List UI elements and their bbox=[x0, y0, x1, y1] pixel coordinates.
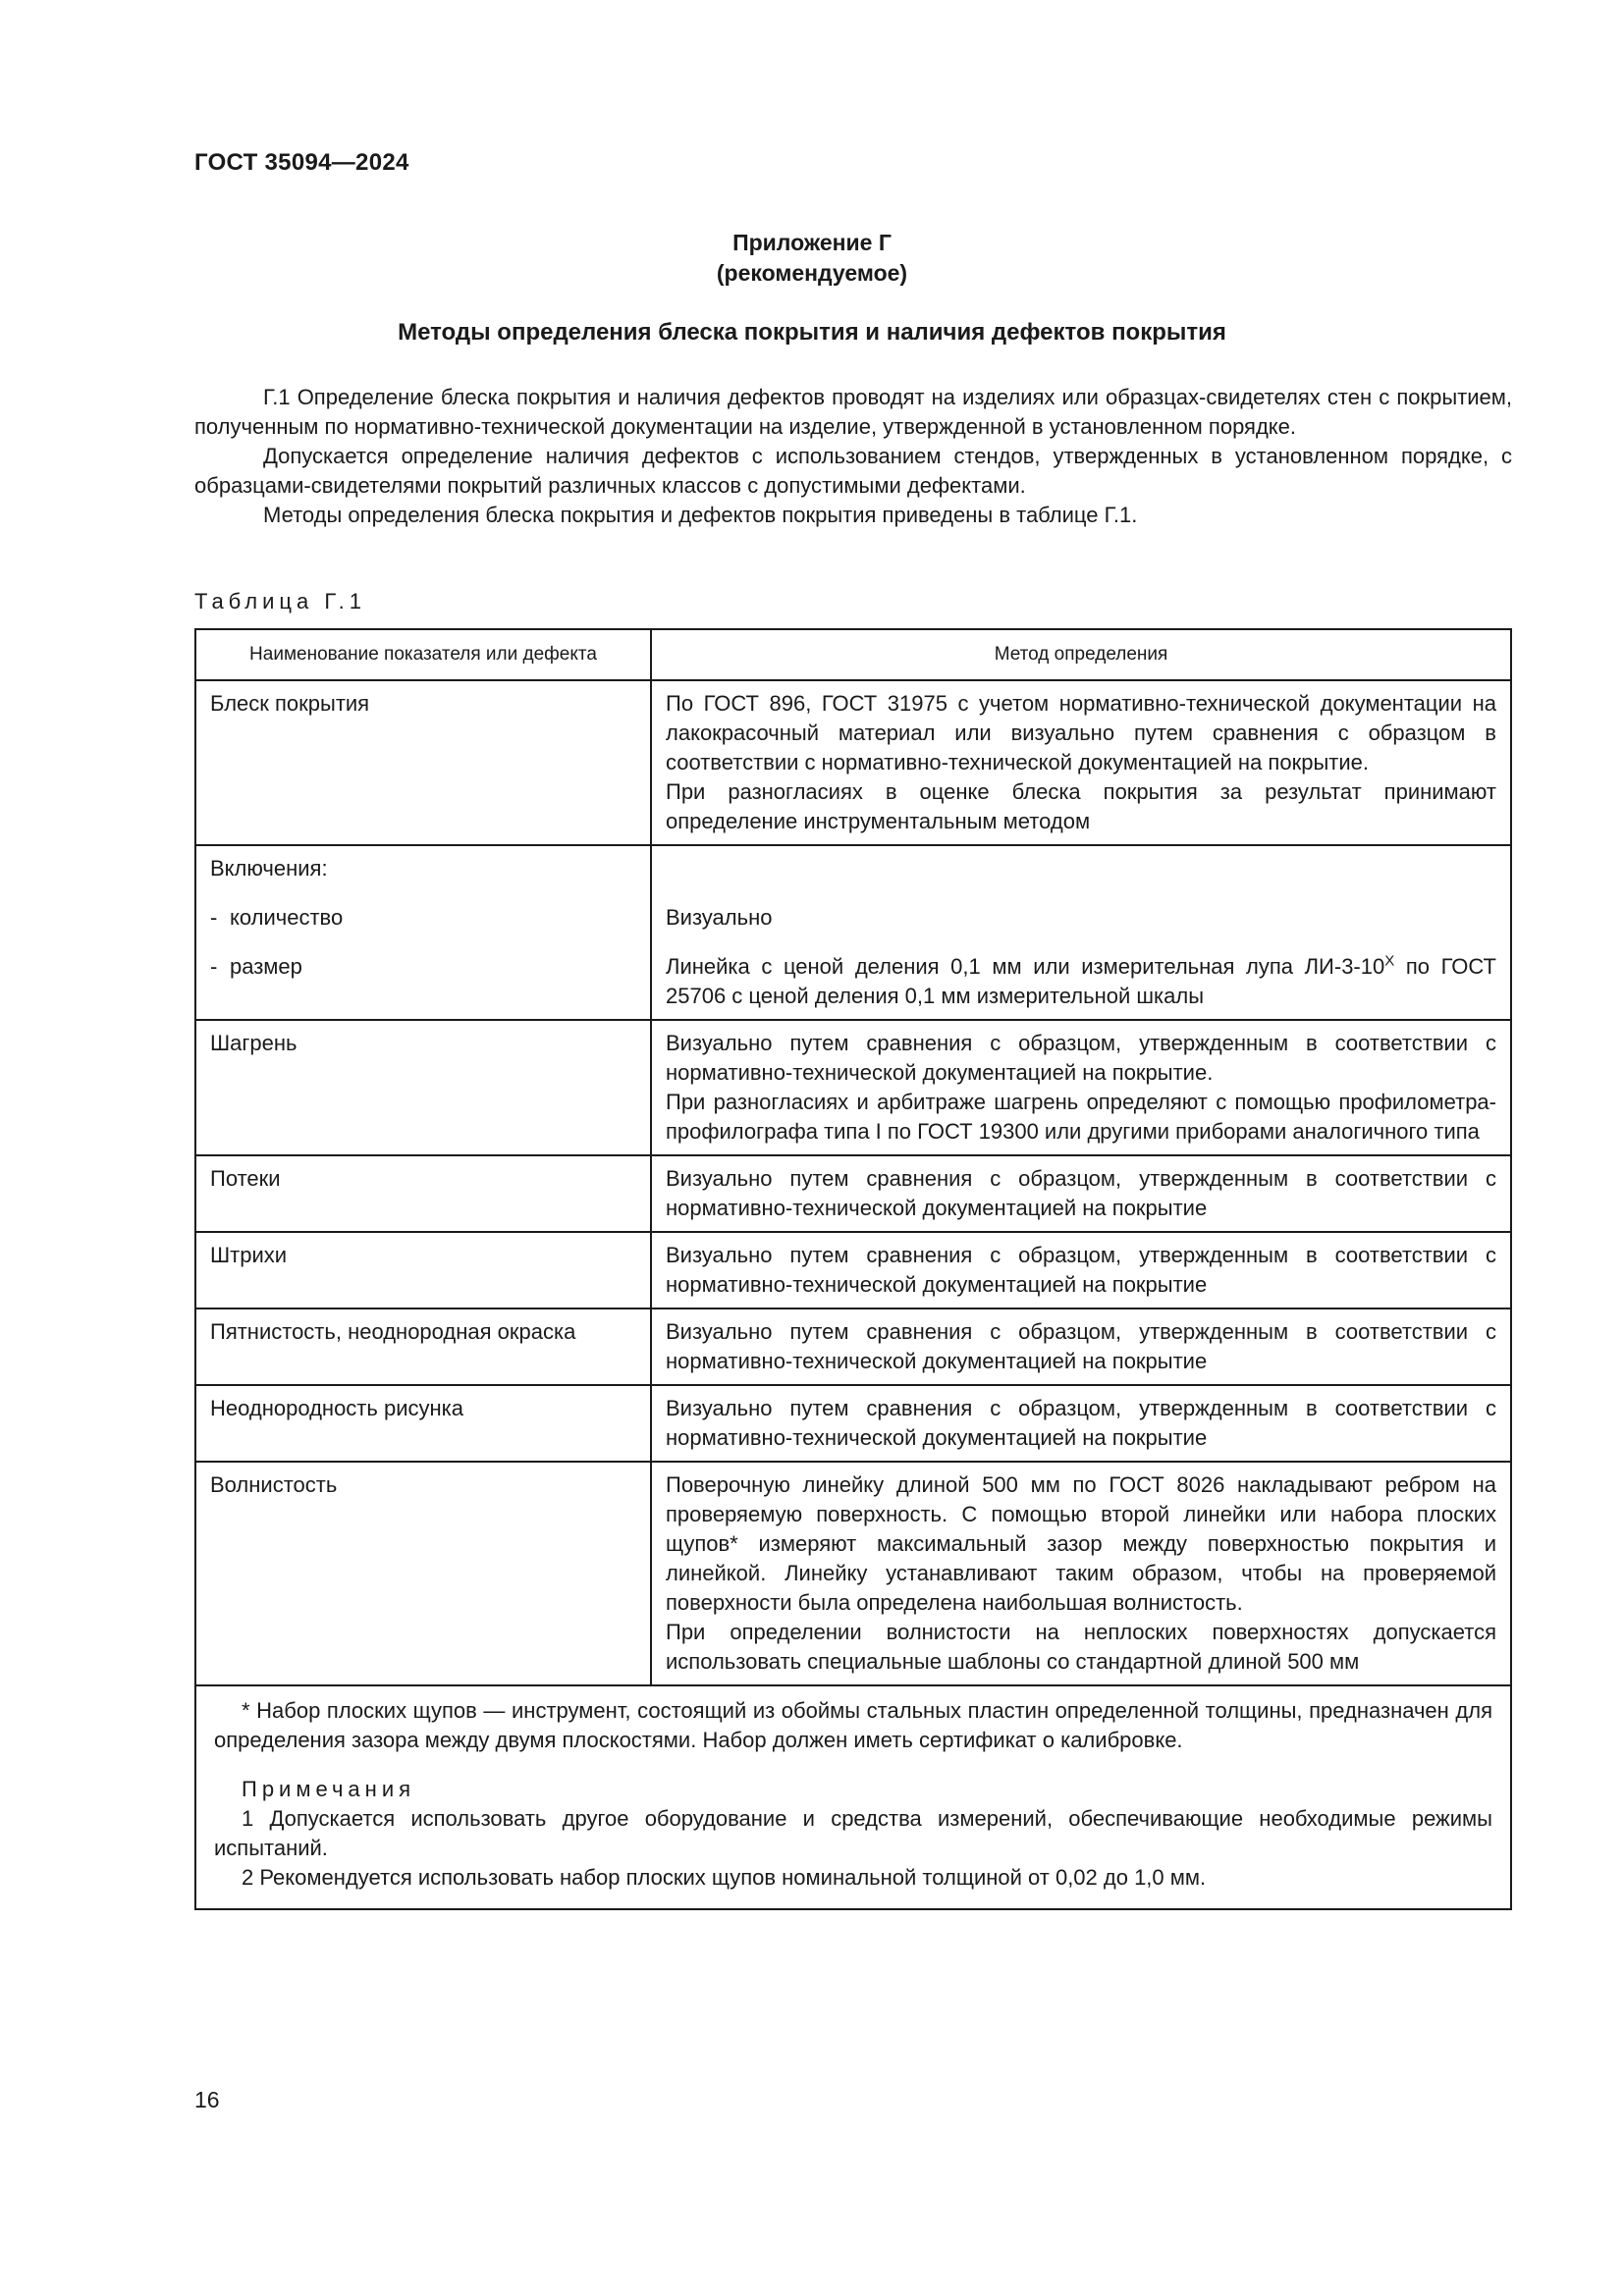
dash: - bbox=[210, 905, 218, 930]
row-name: Пятнистость, неоднородная окраска bbox=[195, 1308, 651, 1385]
inclusions-label: Включения: bbox=[210, 856, 328, 881]
table-row bbox=[195, 1308, 1511, 1385]
sub-item-label: количество bbox=[230, 905, 344, 930]
row-name: Потеки bbox=[195, 1155, 651, 1232]
table-row bbox=[195, 1232, 1511, 1308]
page-number: 16 bbox=[194, 2087, 220, 2112]
appendix-label: Приложение Г bbox=[732, 230, 892, 255]
row-method bbox=[651, 845, 1511, 1020]
method-text: По ГОСТ 896, ГОСТ 31975 с учетом нормативно-технической документации на лакокрасочный материал или визуально путем сравнения с образцом в соответствии с нормативно-технической документацией на покрытие. bbox=[666, 691, 1496, 774]
row-method bbox=[651, 1020, 1511, 1155]
appendix-status: (рекомендуемое) bbox=[716, 260, 908, 286]
table-header-row bbox=[195, 629, 1511, 680]
row-method: Визуально путем сравнения с образцом, утвержденным в соответствии с нормативно-технической документацией на покрытие bbox=[651, 1308, 1511, 1385]
column-header-method: Метод определения bbox=[651, 629, 1511, 680]
row-name: Блеск покрытия bbox=[195, 680, 651, 845]
row-method: Визуально путем сравнения с образцом, утвержденным в соответствии с нормативно-технической документацией на покрытие bbox=[651, 1155, 1511, 1232]
table-row bbox=[195, 1385, 1511, 1462]
row-name: Неоднородность рисунка bbox=[195, 1385, 651, 1462]
method-text: При разногласиях и арбитраже шагрень определяют с помощью профилометра-профилографа типа I по ГОСТ 19300 или другими приборами аналогичного типа bbox=[666, 1090, 1496, 1144]
method-text: При разногласиях в оценке блеска покрытия за результат принимают определение инструментальным методом bbox=[666, 779, 1496, 833]
row-method bbox=[651, 680, 1511, 845]
row-name: Шагрень bbox=[195, 1020, 651, 1155]
table-footnote-row bbox=[195, 1685, 1511, 1909]
column-header-name: Наименование показателя или дефекта bbox=[195, 629, 651, 680]
method-text: Поверочную линейку длиной 500 мм по ГОСТ 8026 накладывают ребром на проверяемую поверхность. С помощью второй линейки или набора плоских щупов* измеряют максимальный зазор между поверхностью покрытия и линейкой. Линейку устанавливают таким образом, чтобы на проверяемой поверхности была определена наибольшая волнистость. bbox=[666, 1472, 1496, 1615]
method-text-part: по ГОСТ 25706 с ценой деления 0,1 мм измерительной шкалы bbox=[666, 954, 1496, 1008]
row-method: Визуально путем сравнения с образцом, утвержденным в соответствии с нормативно-технической документацией на покрытие bbox=[651, 1232, 1511, 1308]
row-name bbox=[195, 845, 651, 1020]
document-header: ГОСТ 35094—2024 bbox=[194, 149, 409, 176]
table-caption: Таблица Г.1 bbox=[194, 589, 366, 614]
methods-table bbox=[194, 628, 1512, 1910]
row-name: Волнистость bbox=[195, 1462, 651, 1685]
sub-item-label: размер bbox=[230, 954, 302, 979]
note-item: 2 Рекомендуется использовать набор плоских щупов номинальной толщиной от 0,02 до 1,0 мм. bbox=[242, 1865, 1207, 1890]
method-text-size bbox=[666, 952, 1496, 1011]
method-text: При определении волнистости на неплоских поверхностях допускается использовать специальные шаблоны со стандартной длиной 500 мм bbox=[666, 1620, 1496, 1674]
table-row bbox=[195, 1155, 1511, 1232]
table-row bbox=[195, 680, 1511, 845]
method-text: Визуально путем сравнения с образцом, утвержденным в соответствии с нормативно-технической документацией на покрытие. bbox=[666, 1031, 1496, 1085]
intro-text bbox=[194, 383, 1512, 530]
dash: - bbox=[210, 954, 218, 979]
footnote-text: * Набор плоских щупов — инструмент, состоящий из обоймы стальных пластин определенной толщины, предназначен для определения зазора между двумя плоскостями. Набор должен иметь сертификат о калибровке. bbox=[214, 1698, 1492, 1752]
notes-title: Примечания bbox=[242, 1777, 416, 1801]
row-method: Визуально путем сравнения с образцом, утвержденным в соответствии с нормативно-технической документацией на покрытие bbox=[651, 1385, 1511, 1462]
section-title: Методы определения блеска покрытия и наличия дефектов покрытия bbox=[398, 319, 1226, 346]
row-name: Штрихи bbox=[195, 1232, 651, 1308]
superscript: Х bbox=[1384, 952, 1395, 970]
empty-line bbox=[666, 854, 1496, 883]
intro-paragraph: Г.1 Определение блеска покрытия и наличия дефектов проводят на изделиях или образцах-свидетелях стен с покрытием, полученным по нормативно-технической документации на изделие, утвержденной в установленном порядке. bbox=[194, 385, 1512, 439]
sub-item-size bbox=[210, 952, 636, 982]
table-footnote bbox=[195, 1685, 1511, 1909]
sub-item-quantity bbox=[210, 903, 636, 933]
intro-paragraph: Методы определения блеска покрытия и дефектов покрытия приведены в таблице Г.1. bbox=[263, 503, 1138, 527]
row-method bbox=[651, 1462, 1511, 1685]
note-item: 1 Допускается использовать другое оборудование и средства измерений, обеспечивающие необходимые режимы испытаний. bbox=[214, 1806, 1492, 1860]
table-container bbox=[194, 628, 1512, 1910]
table-row bbox=[195, 845, 1511, 1020]
method-text-part: Линейка с ценой деления 0,1 мм или измерительная лупа ЛИ-3-10 bbox=[666, 954, 1385, 979]
intro-paragraph: Допускается определение наличия дефектов с использованием стендов, утвержденных в установленном порядке, с образцами-свидетелями покрытий различных классов с допустимыми дефектами. bbox=[194, 444, 1512, 498]
appendix-heading bbox=[0, 228, 1624, 289]
method-text: Визуально bbox=[666, 905, 773, 930]
table-row bbox=[195, 1462, 1511, 1685]
table-row bbox=[195, 1020, 1511, 1155]
